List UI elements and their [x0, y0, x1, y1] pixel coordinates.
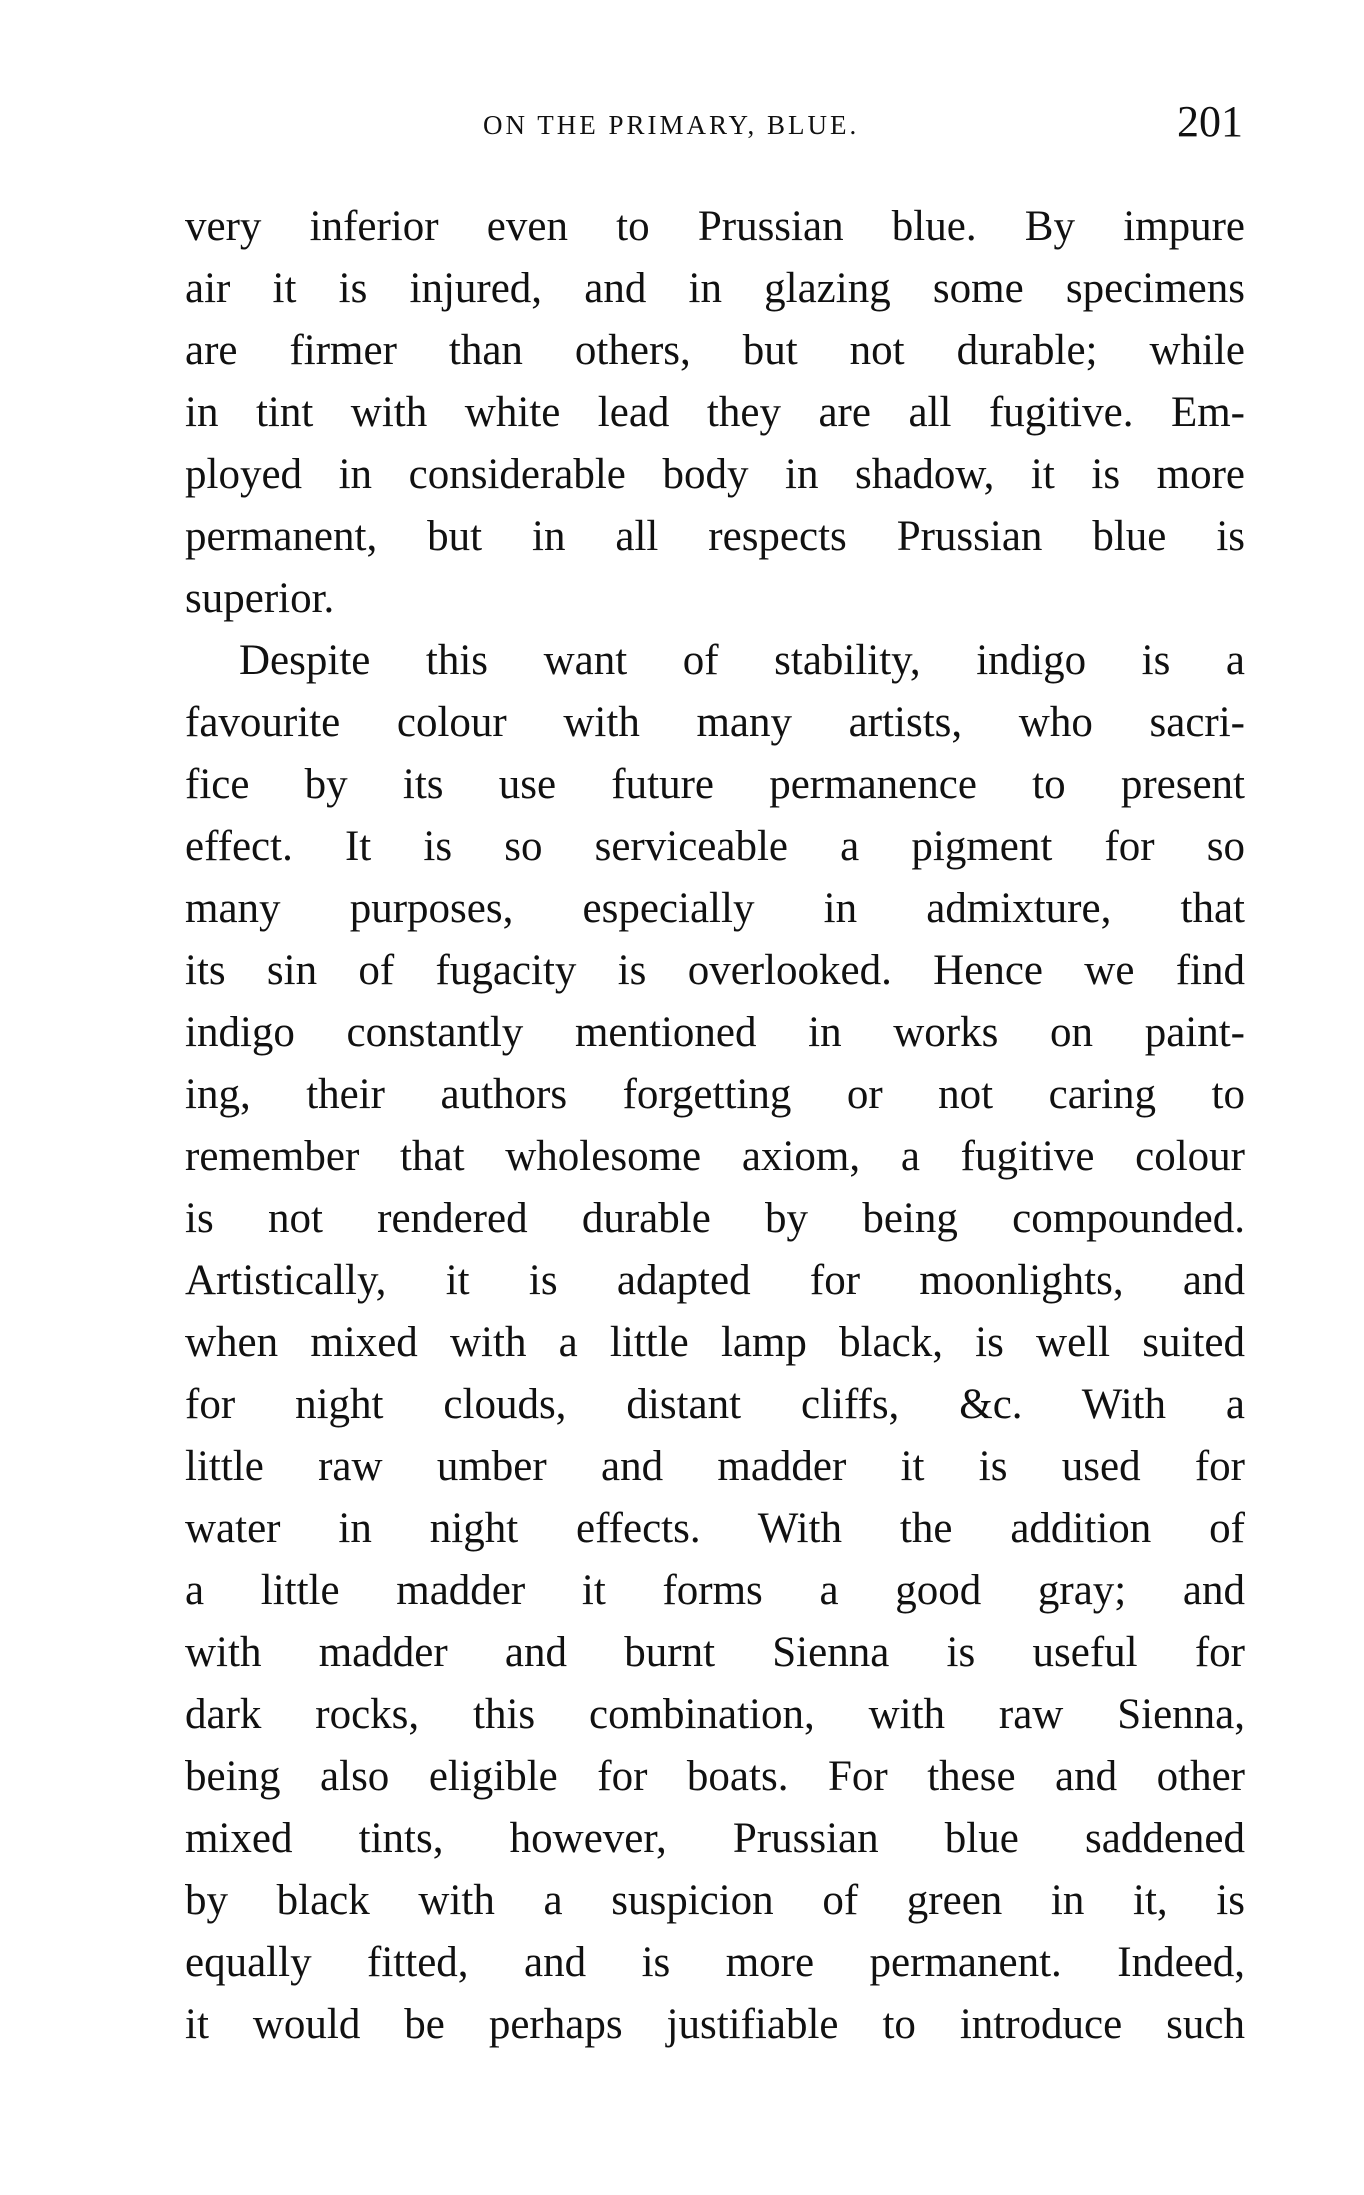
text-line: ployed in considerable body in shadow, it is more	[185, 451, 1245, 498]
text-line: dark rocks, this combination, with raw Sienna,	[185, 1691, 1245, 1738]
text-line: Artistically, it is adapted for moonlights, and	[185, 1257, 1245, 1304]
text-line: fice by its use future permanence to present	[185, 761, 1245, 808]
text-line: its sin of fugacity is overlooked. Hence we find	[185, 947, 1245, 994]
text-line: ing, their authors forgetting or not caring to	[185, 1071, 1245, 1118]
running-title: ON THE PRIMARY, BLUE.	[483, 110, 860, 140]
text-line: being also eligible for boats. For these and other	[185, 1753, 1245, 1800]
text-line: when mixed with a little lamp black, is well suited	[185, 1319, 1245, 1366]
text-line: water in night effects. With the addition of	[185, 1505, 1245, 1552]
text-line: remember that wholesome axiom, a fugitive colour	[185, 1133, 1245, 1180]
text-line: a little madder it forms a good gray; and	[185, 1567, 1245, 1614]
text-line: very inferior even to Prussian blue. By impure	[185, 203, 1245, 250]
text-line: by black with a suspicion of green in it, is	[185, 1877, 1245, 1924]
text-line: for night clouds, distant cliffs, &c. With a	[185, 1381, 1245, 1428]
text-line: is not rendered durable by being compounded.	[185, 1195, 1245, 1242]
text-line: are firmer than others, but not durable; while	[185, 327, 1245, 374]
text-line: in tint with white lead they are all fugitive. Em-	[185, 389, 1245, 436]
text-line: many purposes, especially in admixture, that	[185, 885, 1245, 932]
text-line: air it is injured, and in glazing some specimens	[185, 265, 1245, 312]
text-line: mixed tints, however, Prussian blue saddened	[185, 1815, 1245, 1862]
text-line: little raw umber and madder it is used for	[185, 1443, 1245, 1490]
page-header	[185, 96, 1243, 146]
text-line: Despite this want of stability, indigo is a	[239, 637, 1245, 684]
text-line: superior.	[185, 575, 335, 622]
text-line: permanent, but in all respects Prussian blue is	[185, 513, 1245, 560]
text-line: favourite colour with many artists, who sacri-	[185, 699, 1245, 746]
text-line: it would be perhaps justifiable to introduce such	[185, 2001, 1245, 2048]
page-number: 201	[1177, 97, 1243, 146]
text-line: with madder and burnt Sienna is useful for	[185, 1629, 1245, 1676]
text-line: equally fitted, and is more permanent. Indeed,	[185, 1939, 1245, 1986]
body-text	[185, 196, 1245, 2056]
text-line: effect. It is so serviceable a pigment for so	[185, 823, 1245, 870]
text-line: indigo constantly mentioned in works on paint-	[185, 1009, 1245, 1056]
